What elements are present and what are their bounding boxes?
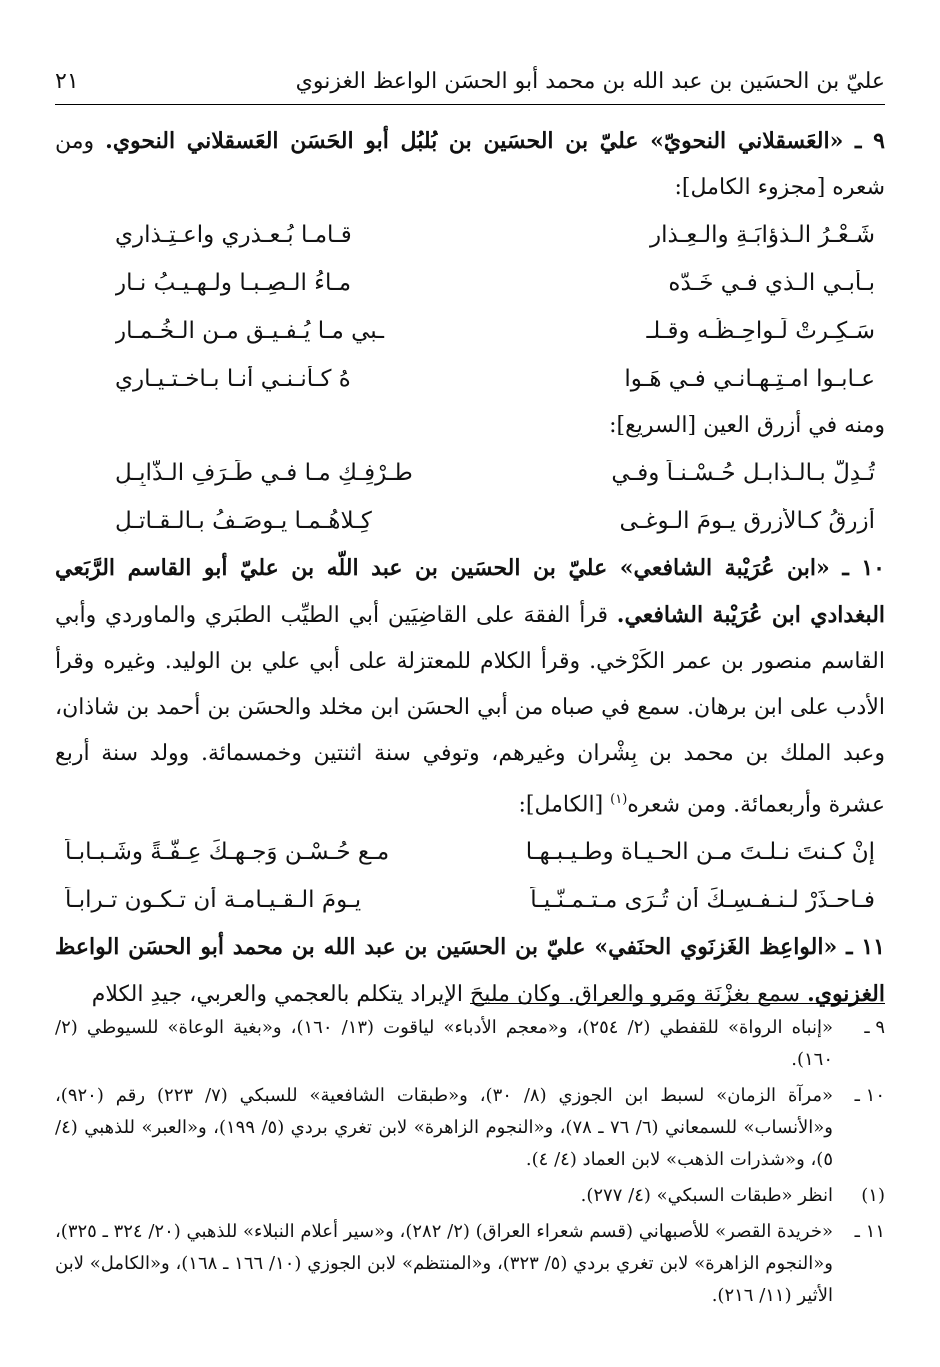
footnote-text: «مرآة الزمان» لسبط ابن الجوزي (٨/ ٣٠)، و«طبقات الشافعية» للسبكي (٧/ ٢٢٣) رقم (٩٢٠)، و«الأنساب» للسمعاني (٦/ ٧٦ ـ ٧٨)، و«النجوم الزاهرة» لابن تغري بردي (٥/ ١٩٩)، و«العبر» للذهبي (٤/ ٥)، و«شذرات الذهب» لابن العماد (٤/ ٤). (55, 1085, 833, 1170)
verse-line (55, 449, 885, 497)
footnotes (55, 1012, 885, 1316)
verse-line (55, 307, 885, 355)
verse-first-hemistich: بـأبـي الـذي فـي خَـدّه (668, 270, 875, 296)
entry-10 (55, 545, 885, 828)
verse-first-hemistich: سَـكِـرتْ لَـواحِـظُـه وقـلـ (646, 318, 875, 344)
entry-9 (55, 118, 885, 211)
footnote-number: ٩ ـ (864, 1017, 885, 1038)
verse-first-hemistich: شَـعْـرُ الـذؤابَـةِ والـعِـذارِ (650, 222, 875, 248)
verse-first-hemistich: أزرقُ كـالأزرقِ يـومَ الـوغـى (619, 508, 875, 534)
entry-10-meter: [الكامل]: (518, 792, 611, 818)
entry-11 (55, 924, 885, 1018)
verse-line (55, 211, 885, 259)
verse-first-hemistich: عـابـوا امـتِـهـانـي فـي هَـوا (624, 366, 875, 392)
entry-11-text: سمع بغزْنَة ومَرو والعراق. وكان مليحَ الإيراد يتكلم بالعجمي والعربي، جيدِ الكلام (91, 982, 808, 1008)
footnote (55, 1012, 885, 1076)
page-header (55, 58, 885, 105)
footnote-text: «خريدة القصر» للأصبهاني (قسم شعراء العراق) (٢/ ٢٨٢)، و«سير أعلام النبلاء» للذهبي (٢٠/ ٣٢٤ ـ ٣٢٥)، و«النجوم الزاهرة» لابن تغري بردي (٥/ ٣٢٣)، و«المنتظم» لابن الجوزي (١٠/ ١٦٦ ـ ١٦٨)، و«الكامل» لابن الأثير (١١/ ٢١٦). (55, 1221, 834, 1306)
running-title: عليّ بن الحسَين بن عبد الله بن محمد أبو الحسَن الواعظ الغزنوي (295, 68, 885, 94)
verse-second-hemistich: يـومَ الـقـيـامـة أن تـكـون تـرابـاً (65, 887, 362, 914)
entry-10-poem (55, 828, 885, 924)
footnote (55, 1080, 885, 1176)
footnote-number: (١) (861, 1185, 885, 1206)
entry-10-text: قرأ الفقهَ على القاضِيَين أبي الطيِّب الطبَري والماوردي وأبي القاسم منصور بن عمر الكَرْخي. وقرأ الكلام للمعتزلة على أبي علي بن الوليد. وغيره وقرأ الأدب على ابن برهان. سمع في صباه من أبي الحسَن ابن مخلد والحسَن بن أحمد بن شاذان، وعبد الملك بن محمد بن بِشْران وغيرهم، وتوفي سنة اثنتين وخمسمائة. وولد سنة أربع عشرة وأربعمائة. ومن شعره (55, 603, 885, 818)
verse-second-hemistich: كِـلاهُـمـا يـوصَـفُ بـالـقـاتـلِ (115, 508, 372, 534)
verse-second-hemistich: ـبي مـا يُـفـيـق مـن الـخُـمـار (115, 318, 384, 344)
footnote (55, 1180, 885, 1212)
entry-9-heading: ٩ ـ «العَسقلاني النحويّ» عليّ بن الحسَين بن بُلبُل أبو الحَسَن العَسقلاني النحوي. (105, 128, 885, 154)
entry-9-intro: ومن شعره [مجزوء الكامل]: (55, 129, 885, 200)
footnote-marker[interactable]: (١) (610, 792, 628, 807)
entry-11-heading: ١١ ـ «الواعِظ الغَزنَوي الحنَفي» عليّ بن الحسَين بن عبد الله بن محمد أبو الحسَن الواعظ الغزنوي. (55, 934, 885, 1008)
verse-second-hemistich: هُ كـأنـنـي أنـا بـاخـتـيـاري (115, 366, 351, 392)
page-number: ٢١ (55, 68, 79, 94)
verse-line (55, 259, 885, 307)
verse-line (55, 355, 885, 403)
footnote-text: انظر «طبقات السبكي» (٤/ ٢٧٧). (580, 1185, 833, 1206)
entry-9-poem-1 (55, 211, 885, 403)
entry-9-intro-2: ومنه في أزرق العين [السريع]: (609, 413, 885, 438)
verse-line (55, 876, 885, 924)
verse-first-hemistich: إنْ كـنتَ نـلـتَ مـن الحـيـاة وطـيـبـهـا (525, 839, 875, 866)
footnote-number: ١١ ـ (854, 1221, 885, 1242)
verse-second-hemistich: مـع حُـسْـنِ وَجـهـكَ عِـفَّـةً وشَـبـابـاً (65, 839, 390, 866)
verse-second-hemistich: قـامـا بُـعـذري واعـتِـذاري (115, 222, 352, 248)
verse-first-hemistich: تُـدِلُّ بـالـذابـل حُـسْـنـاً وفـي (611, 460, 875, 486)
verse-line (55, 497, 885, 545)
verse-second-hemistich: مـاءُ الـصِـبـا ولـهـيـبُ نـارِ (115, 270, 352, 296)
entry-9-poem-2 (55, 449, 885, 545)
verse-line (55, 828, 885, 876)
footnote-text: «إنباه الرواة» للقفطي (٢/ ٢٥٤)، و«معجم الأدباء» لياقوت (١٣/ ١٦٠)، و«بغية الوعاة» للسيوطي (٢/ ١٦٠). (55, 1017, 833, 1070)
verse-second-hemistich: طـرْفِـكِ مـا فـي طَـرَفِ الـذّابِـلِ (115, 460, 413, 486)
footnote-number: ١٠ ـ (854, 1085, 885, 1106)
entry-10-heading: ١٠ ـ «ابن عُرَيْبة الشافعي» عليّ بن الحسَين بن عبد اللّه بن عليّ أبو القاسم الرَّبَعي البغدادي ابن عُرَيْبة الشافعي. (55, 555, 886, 628)
footnote-divider (470, 1003, 885, 1004)
verse-first-hemistich: فـاحـذَرْ لـنـفـسِـكَ أن تُـرَى مـتـمـنّـيـاً (530, 887, 875, 914)
main-text (55, 118, 885, 1018)
footnote (55, 1216, 885, 1312)
